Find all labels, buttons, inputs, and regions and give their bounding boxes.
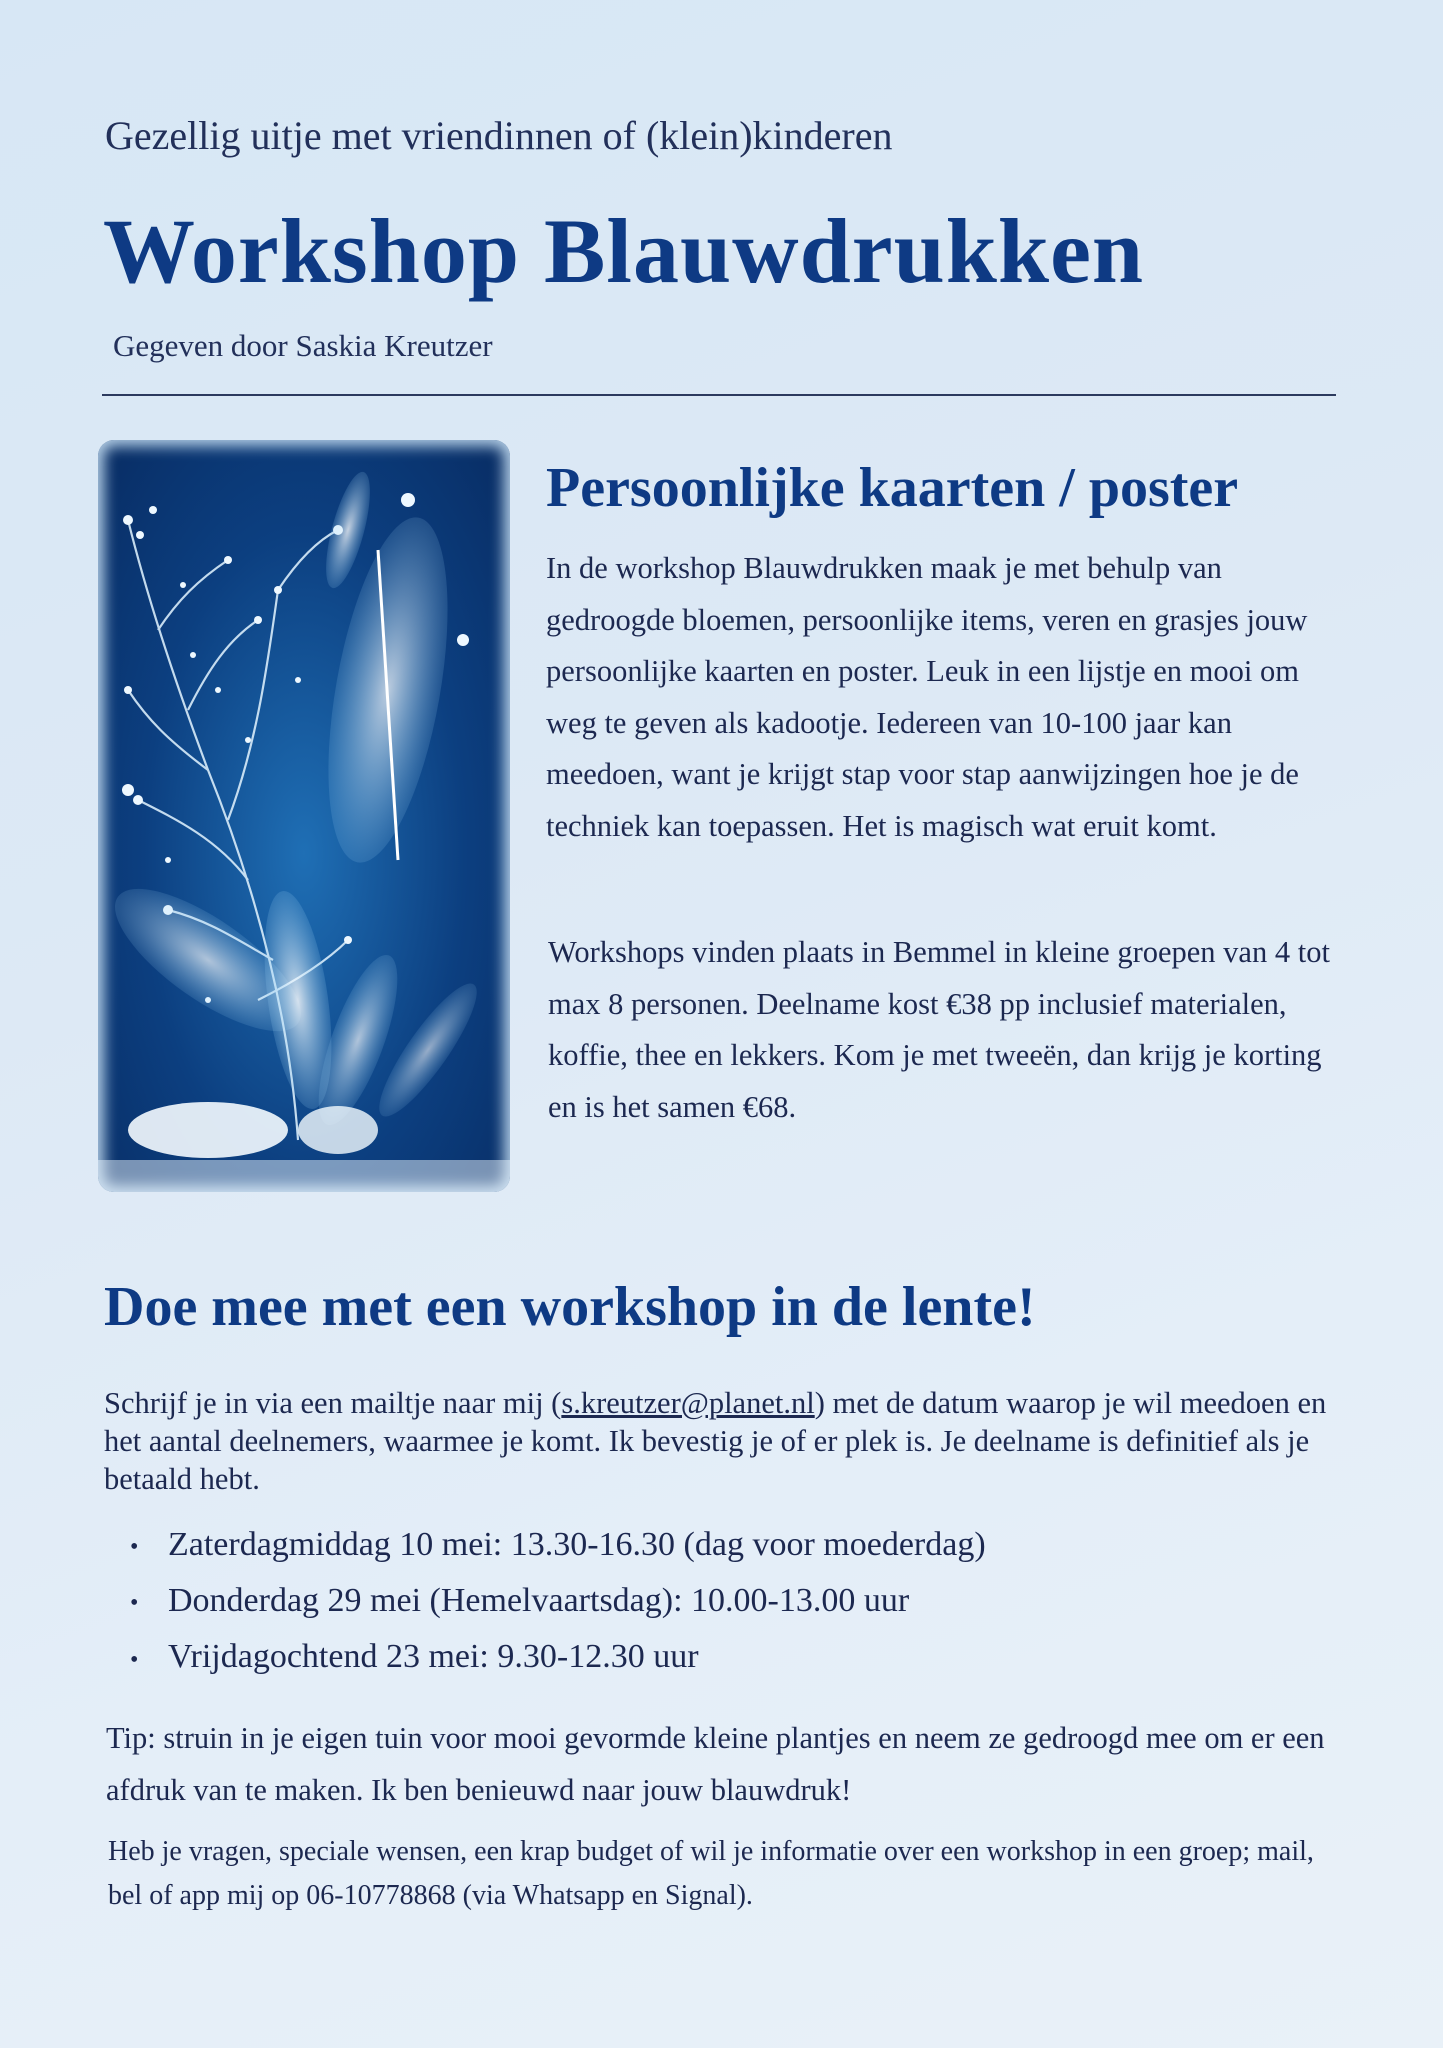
date-item-label: Vrijdagochtend 23 mei: 9.30-12.30 uur [168, 1638, 699, 1676]
pricing-paragraph: Workshops vinden plaats in Bemmel in kleine groepen van 4 tot max 8 personen. Deelname kost €38 pp inclusief materialen, koffie, thee en lekkers. Kom je met tweeën, dan krijg je korting en is het samen €68. [548, 935, 1330, 1124]
date-list [130, 1518, 986, 1687]
cyanotype-image [98, 440, 510, 1192]
date-item [130, 1518, 986, 1574]
page-title: Workshop Blauwdrukken [103, 200, 1145, 302]
date-item-label: Donderdag 29 mei (Hemelvaartsdag): 10.00-13.00 uur [168, 1582, 910, 1620]
date-item [130, 1630, 986, 1686]
header-subtitle: Gezellig uitje met vriendinnen of (klein)kinderen [105, 113, 893, 158]
bullet-icon: • [130, 1534, 139, 1561]
date-item-label: Zaterdagmiddag 10 mei: 13.30-16.30 (dag voor moederdag) [168, 1526, 986, 1563]
cyanotype-flowers-graphic [98, 440, 510, 1192]
date-item [130, 1574, 986, 1630]
byline: Gegeven door Saskia Kreutzer [113, 328, 493, 363]
tip-paragraph: Tip: struin in je eigen tuin voor mooi gevormde kleine plantjes en neem ze gedroogd mee om er een afdruk van te maken. Ik ben benieuwd naar jouw blauwdruk! [106, 1721, 1325, 1807]
signup-text-after: ) met de datum waarop je wil meedoen en het aantal deelnemers, waarmee je komt. Ik bevestig je of er plek is. Je deelname is definitief als je betaald hebt. [104, 1386, 1327, 1496]
header-divider [102, 394, 1336, 396]
bullet-icon: • [130, 1646, 139, 1673]
signup-paragraph [104, 1384, 1334, 1498]
section-heading-cards: Persoonlijke kaarten / poster [546, 457, 1239, 519]
intro-paragraph: In de workshop Blauwdrukken maak je met behulp van gedroogde bloemen, persoonlijke items, veren en grasjes jouw persoonlijke kaarten en poster. Leuk in een lijstje en mooi om weg te geven als kadootje. Iedereen van 10-100 jaar kan meedoen, want je krijgt stap voor stap aanwijzingen hoe je de techniek kan toepassen. Het is magisch wat eruit komt. [546, 551, 1308, 843]
bullet-icon: • [130, 1590, 139, 1617]
email-link[interactable]: s.kreutzer@planet.nl [561, 1386, 815, 1420]
contact-paragraph: Heb je vragen, speciale wensen, een krap budget of wil je informatie over een workshop in een groep; mail, bel of app mij op 06-10778868 (via Whatsapp en Signal). [108, 1836, 1314, 1911]
section-heading-signup: Doe mee met een workshop in de lente! [104, 1276, 1036, 1338]
signup-text-before: Schrijf je in via een mailtje naar mij ( [104, 1386, 562, 1420]
